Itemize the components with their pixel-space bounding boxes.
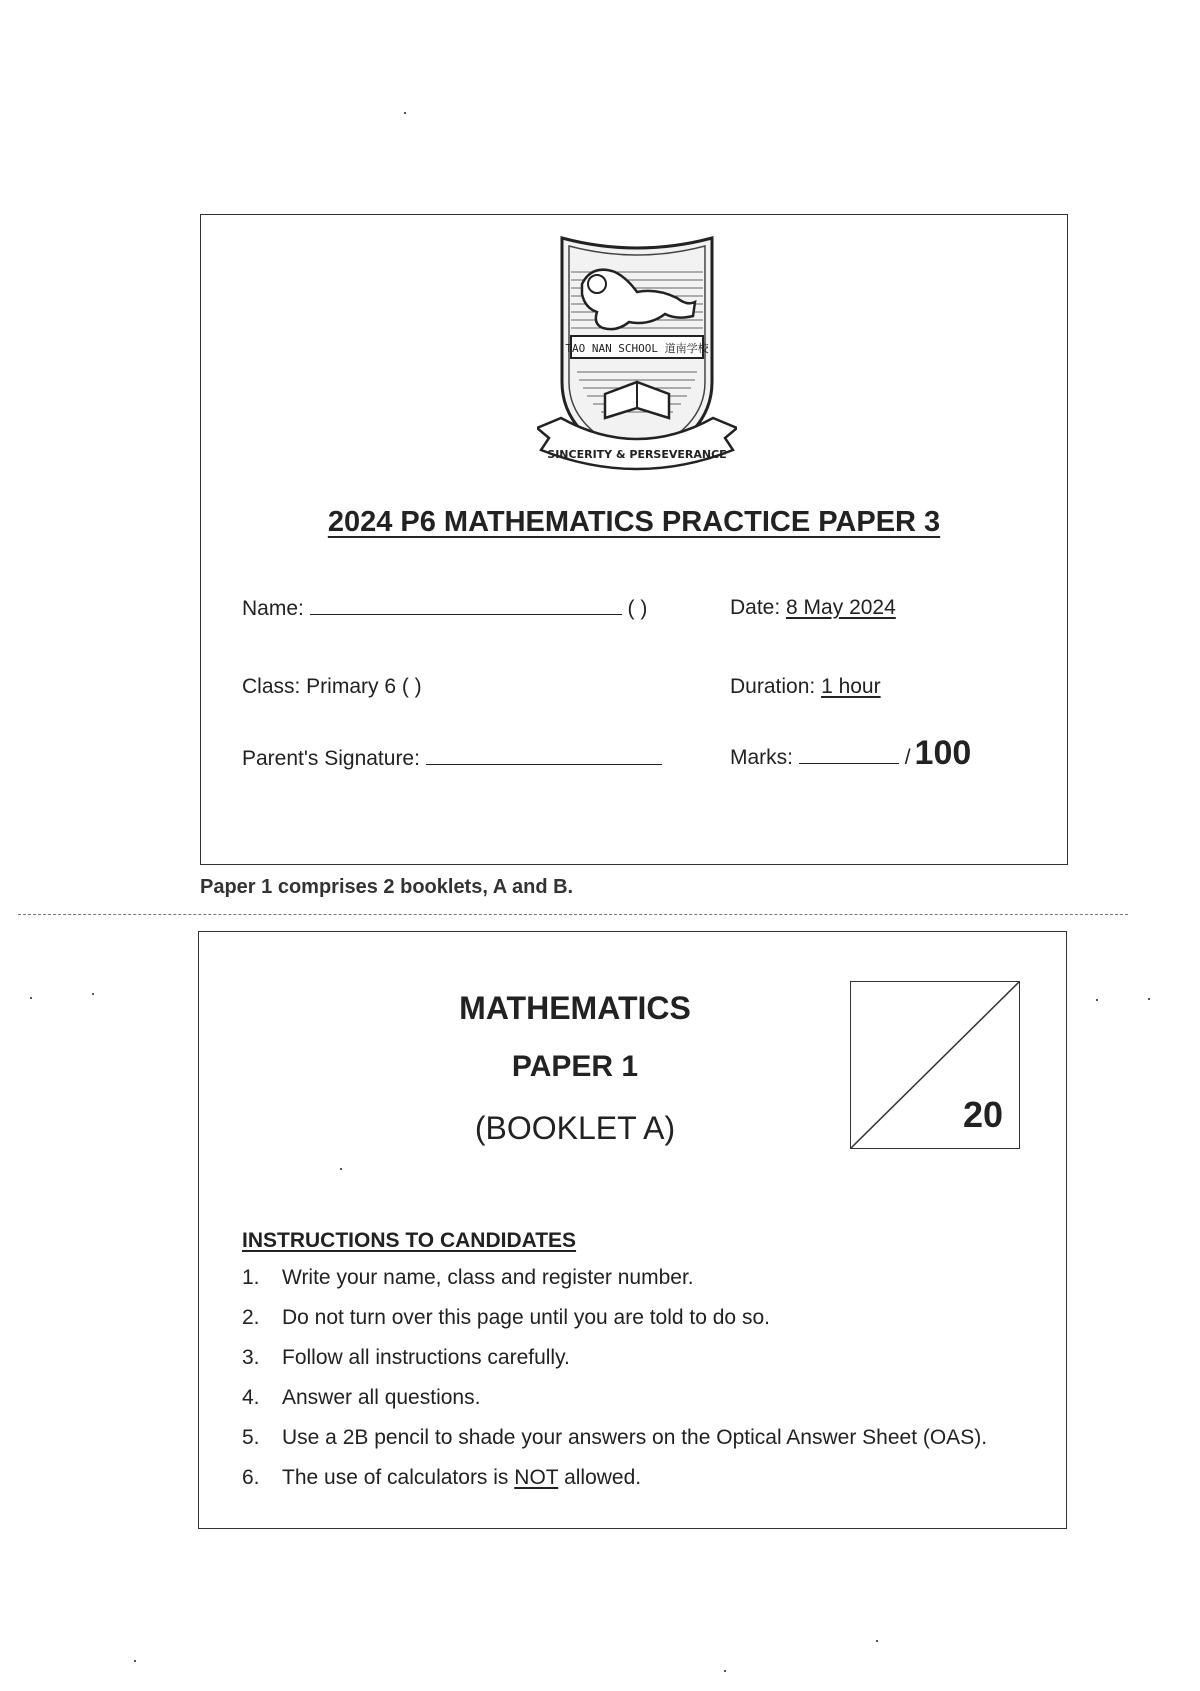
score-box xyxy=(850,981,1020,1149)
booklet-subject: MATHEMATICS xyxy=(459,990,691,1026)
date-label: Date: xyxy=(730,596,781,619)
scan-speck xyxy=(134,1660,136,1662)
not-emphasis: NOT xyxy=(514,1466,559,1489)
instruction-item: 5. Use a 2B pencil to shade your answers on the Optical Answer Sheet (OAS). xyxy=(242,1426,988,1449)
instruction-item: 6. The use of calculators is NOT allowed. xyxy=(242,1466,642,1489)
school-crest-icon xyxy=(537,232,737,484)
marks-blank[interactable] xyxy=(799,745,899,764)
scan-speck xyxy=(876,1640,878,1642)
scan-speck xyxy=(724,1670,726,1672)
signature-field xyxy=(242,746,662,771)
signature-label: Parent's Signature: xyxy=(242,747,420,770)
booklet-label: (BOOKLET A) xyxy=(474,1110,676,1146)
class-field: Class: Primary 6 ( ) xyxy=(242,675,422,698)
scan-speck xyxy=(1148,998,1150,1000)
instructions-heading: INSTRUCTIONS TO CANDIDATES xyxy=(242,1229,577,1252)
name-blank[interactable] xyxy=(310,596,622,615)
instruction-item: 2. Do not turn over this page until you are told to do so. xyxy=(242,1306,770,1329)
instruction-item: 3. Follow all instructions carefully. xyxy=(242,1346,570,1369)
duration-field xyxy=(730,675,881,699)
instruction-item: 4. Answer all questions. xyxy=(242,1386,481,1409)
marks-label: Marks: xyxy=(730,746,793,769)
instructions-list xyxy=(242,1266,987,1506)
register-bracket: ( ) xyxy=(627,597,648,620)
date-value: 8 May 2024 xyxy=(786,596,896,619)
score-max: 20 xyxy=(962,1094,1003,1135)
booklet-note: Paper 1 comprises 2 booklets, A and B. xyxy=(200,876,574,898)
scan-speck xyxy=(1096,999,1098,1001)
name-field xyxy=(242,596,647,621)
date-field xyxy=(730,596,896,620)
scan-speck xyxy=(404,112,406,114)
scan-speck xyxy=(92,993,94,995)
instruction-item: 1. Write your name, class and register number. xyxy=(242,1266,694,1289)
marks-slash: / xyxy=(904,746,911,769)
marks-total: 100 xyxy=(914,734,972,772)
scan-speck xyxy=(340,1168,342,1170)
duration-label: Duration: xyxy=(730,675,816,698)
duration-value: 1 hour xyxy=(821,675,881,698)
marks-field xyxy=(730,734,971,773)
svg-text:TAO NAN SCHOOL 道南学校: TAO NAN SCHOOL 道南学校 xyxy=(565,342,709,355)
cut-line xyxy=(18,914,1128,915)
signature-blank[interactable] xyxy=(426,746,662,765)
svg-text:SINCERITY & PERSEVERANCE: SINCERITY & PERSEVERANCE xyxy=(547,448,727,461)
name-label: Name: xyxy=(242,597,304,620)
scan-speck xyxy=(30,997,32,999)
paper-title: 2024 P6 MATHEMATICS PRACTICE PAPER 3 xyxy=(327,506,941,538)
booklet-paper: PAPER 1 xyxy=(511,1050,639,1083)
